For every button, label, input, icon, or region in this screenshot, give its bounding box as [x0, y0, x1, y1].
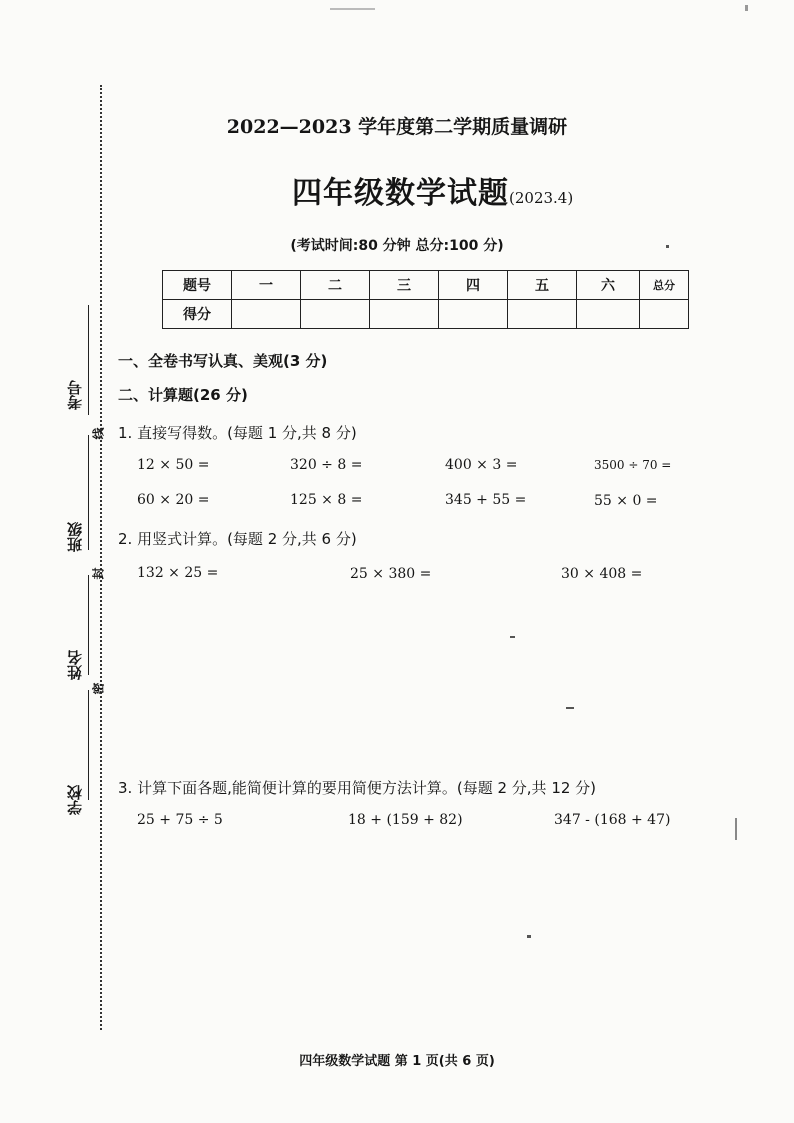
scan-speck [510, 636, 515, 638]
exam-title [292, 168, 573, 212]
score-cell[interactable] [370, 300, 439, 329]
table-cell: 得分 [163, 300, 232, 329]
q2-item: 30 × 408 = [561, 566, 643, 582]
table-cell: 一 [232, 271, 301, 300]
table-cell: 二 [301, 271, 370, 300]
table-cell: 总分 [640, 271, 689, 300]
scan-speck [566, 707, 574, 709]
score-cell[interactable] [232, 300, 301, 329]
exam-date: (2023.4) [509, 189, 574, 207]
q3-item: 18 + (159 + 82) [348, 812, 463, 828]
q1-item: 3500 ÷ 70 = [594, 458, 672, 472]
q3-item: 25 + 75 ÷ 5 [137, 812, 223, 828]
page-footer: 四年级数学试题 第 1 页(共 6 页) [299, 1054, 495, 1069]
school-underline [88, 690, 89, 800]
seal-char-seal: 封 [91, 567, 106, 580]
section-1-heading: 一、全卷书写认真、美观(3 分) [118, 352, 328, 370]
seal-char-secret: 密 [91, 682, 106, 695]
scan-speck [330, 8, 375, 10]
score-cell[interactable] [508, 300, 577, 329]
binding-dotted-line [100, 85, 102, 1030]
table-cell: 五 [508, 271, 577, 300]
name-underline [88, 575, 89, 675]
table-cell: 题号 [163, 271, 232, 300]
table-cell: 四 [439, 271, 508, 300]
table-cell: 三 [370, 271, 439, 300]
class-label: 班级 [66, 522, 84, 552]
name-label: 姓名 [66, 650, 84, 680]
exam-title-text: 四年级数学试题 [292, 176, 509, 211]
seal-char-line: 线 [91, 427, 106, 440]
q2-label: 2. 用竖式计算。(每题 2 分,共 6 分) [118, 530, 357, 548]
q1-item: 12 × 50 = [137, 457, 210, 473]
school-label: 学校 [66, 785, 84, 815]
q3-item: 347 - (168 + 47) [554, 812, 671, 828]
q1-label: 1. 直接写得数。(每题 1 分,共 8 分) [118, 424, 357, 442]
scan-speck [745, 5, 748, 11]
score-cell[interactable] [640, 300, 689, 329]
score-table [162, 270, 689, 329]
q1-item: 345 + 55 = [445, 492, 527, 508]
q1-item: 60 × 20 = [137, 492, 210, 508]
class-underline [88, 435, 89, 550]
score-cell[interactable] [301, 300, 370, 329]
scan-speck [527, 935, 531, 938]
q3-label: 3. 计算下面各题,能简便计算的要用简便方法计算。(每题 2 分,共 12 分) [118, 779, 597, 797]
q1-item: 320 ÷ 8 = [290, 457, 363, 473]
table-cell: 六 [577, 271, 640, 300]
q1-item: 55 × 0 = [594, 493, 658, 509]
exam-no-label: 考号 [66, 380, 84, 410]
exam-no-underline [88, 305, 89, 415]
q2-item: 25 × 380 = [350, 566, 432, 582]
section-2-heading: 二、计算题(26 分) [118, 386, 248, 404]
score-table-score-row [163, 300, 689, 329]
exam-info: (考试时间:80 分钟 总分:100 分) [290, 238, 504, 254]
score-table-header-row [163, 271, 689, 300]
q1-item: 400 × 3 = [445, 457, 518, 473]
scan-speck [666, 245, 669, 248]
score-cell[interactable] [577, 300, 640, 329]
score-cell[interactable] [439, 300, 508, 329]
q1-item: 125 × 8 = [290, 492, 363, 508]
exam-subtitle: 2022—2023 学年度第二学期质量调研 [226, 116, 568, 138]
q2-item: 132 × 25 = [137, 565, 219, 581]
scan-speck [735, 818, 737, 840]
